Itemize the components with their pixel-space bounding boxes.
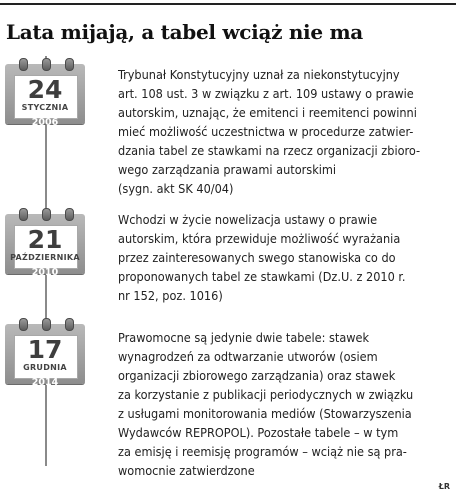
calendar-month: STYCZNIA	[21, 103, 69, 112]
text-line: za emisję i reemisję programów – wciąż nie są pra-	[118, 444, 407, 459]
calendar-day: 24	[27, 75, 63, 104]
calendar-month: GRUDNIA	[23, 363, 67, 372]
calendar-year: 2006	[31, 117, 59, 128]
text-line: Wchodzi w życie nowelizacja ustawy o prawie	[118, 212, 378, 227]
text-line: nr 152, poz. 1016)	[118, 288, 223, 303]
page-title: Lata mijają, a tabel wciąż nie ma	[6, 20, 363, 44]
text-line: Trybunał Konstytucyjny uznał za niekonstytucyjny	[118, 67, 400, 82]
calendar-year: 2014	[31, 377, 59, 388]
ring-icon	[65, 318, 74, 331]
text-line: przez zainteresowanych swego stanowiska co do	[118, 250, 396, 265]
calendar-month: PAŹDZIERNIKA	[10, 253, 80, 262]
text-line: z usługami monitorowania mediów (Stowarzyszenia	[118, 406, 412, 421]
top-rule	[0, 3, 456, 5]
credit-initials: ŁR	[438, 482, 450, 491]
ring-icon	[19, 208, 28, 221]
entry-text	[118, 328, 448, 480]
calendar-day: 21	[27, 225, 63, 254]
ring-icon	[42, 208, 51, 221]
ring-icon	[19, 58, 28, 71]
ring-icon	[42, 58, 51, 71]
calendar-rings	[5, 318, 85, 330]
text-line: art. 108 ust. 3 w związku z art. 109 ustawy o prawie	[118, 86, 414, 101]
text-line: wynagrodzeń za odtwarzanie utworów (osiem	[118, 349, 378, 364]
ring-icon	[42, 318, 51, 331]
ring-icon	[65, 58, 74, 71]
calendar-frame	[5, 324, 85, 388]
ring-icon	[65, 208, 74, 221]
entry-text	[118, 210, 448, 305]
text-line: autorskim, uznając, że emitenci i reemitenci powinni	[118, 105, 417, 120]
text-line: za korzystanie z publikacji periodycznych w związku	[118, 387, 414, 402]
text-line: proponowanych tabel ze stawkami (Dz.U. z 2010 r.	[118, 269, 406, 284]
entry-text	[118, 65, 448, 198]
calendar-frame	[5, 64, 85, 128]
text-line: wego zarządzania prawami autorskimi	[118, 162, 337, 177]
text-line: Prawomocne są jedynie dwie tabele: stawek	[118, 330, 370, 345]
ring-icon	[19, 318, 28, 331]
calendar-rings	[5, 208, 85, 220]
text-line: mieć możliwość uczestnictwa w procedurze zatwier-	[118, 124, 414, 139]
text-line: organizacji zbiorowego zarządzania) oraz stawek	[118, 368, 396, 383]
text-line: (sygn. akt SK 40/04)	[118, 181, 234, 196]
text-line: autorskim, która przewiduje możliwość wyrażania	[118, 231, 401, 246]
calendar-rings	[5, 58, 85, 70]
calendar-day: 17	[27, 335, 63, 364]
text-line: dzania tabel ze stawkami na rzecz organizacji zbioro-	[118, 143, 421, 158]
calendar-year: 2010	[31, 267, 59, 278]
text-line: womocnie zatwierdzone	[118, 463, 255, 478]
calendar-frame	[5, 214, 85, 278]
text-line: Wydawców REPROPOL). Pozostałe tabele – w tym	[118, 425, 399, 440]
